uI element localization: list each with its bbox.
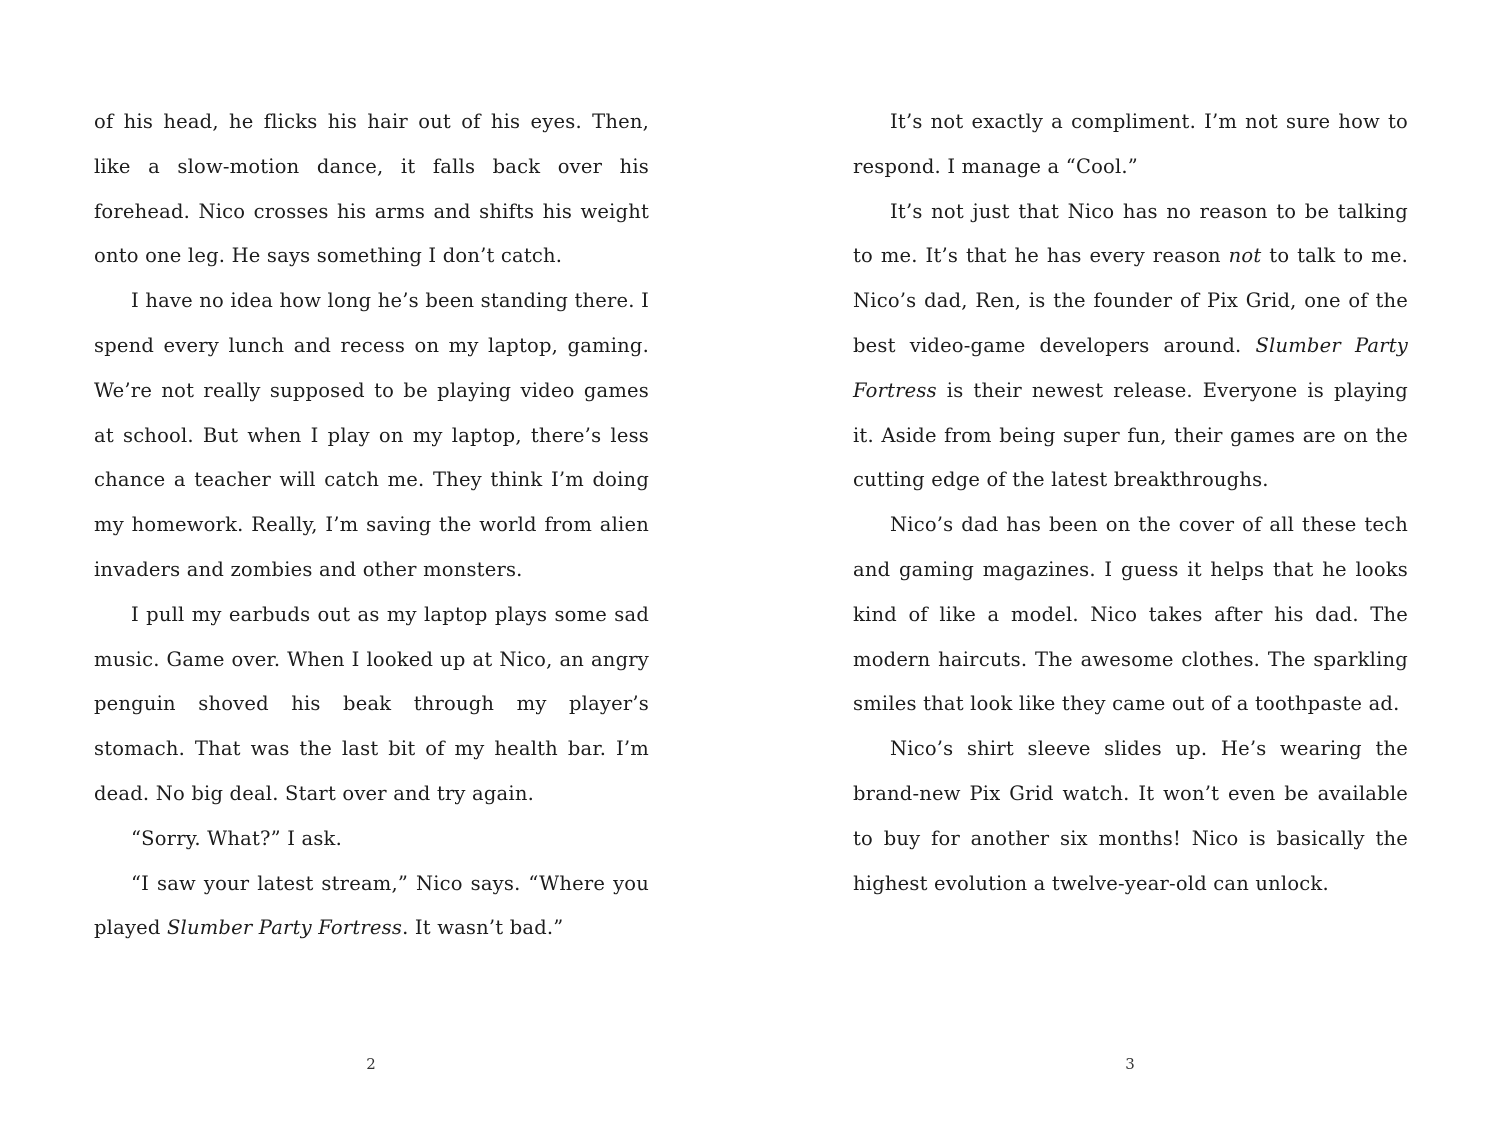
page-number: 3 (1125, 1055, 1135, 1073)
text-run: “I saw your latest stream,” Nico says. “Where you played (94, 871, 649, 940)
italic-emphasis: not (1228, 244, 1262, 268)
italic-title: Slumber Party Fortress (166, 916, 403, 940)
paragraph: “Sorry. What?” I ask. (131, 826, 342, 850)
text-run: . It wasn’t bad.” (402, 916, 564, 940)
paragraph (94, 862, 649, 952)
right-page (853, 100, 1408, 906)
paragraph: I pull my earbuds out as my laptop plays some sad music. Game over. When I looked up at Nico, an angry penguin shoved his beak through my player’s stomach. That was the last bit of my health bar. I’m dead. No big deal. Start over and try again. (94, 602, 649, 805)
paragraph-continuation: of his head, he flicks his hair out of his eyes. Then, like a slow-motion dance, it falls back over his forehead. Nico crosses his arms and shifts his weight onto one leg. He says something I don’t catch. (94, 110, 649, 268)
text-run: to talk to me. Nico’s dad, Ren, is the founder of Pix Grid, one of the best video-game developers around. (853, 244, 1408, 357)
paragraph: I have no idea how long he’s been standing there. I spend every lunch and recess on my laptop, gaming. We’re not really supposed to be playing video games at school. But when I play on my laptop, there’s less chance a teacher will catch me. They think I’m doing my homework. Really, I’m saving the world from alien invaders and zombies and other monsters. (94, 289, 649, 581)
text-run: is their newest release. Everyone is playing it. Aside from being super fun, their games are on the cutting edge of the latest breakthroughs. (853, 378, 1408, 492)
text-run: It’s not just that Nico has no reason to be talking to me. It’s that he has every reason (853, 199, 1408, 268)
paragraph: Nico’s shirt sleeve slides up. He’s wearing the brand-new Pix Grid watch. It won’t even be available to buy for another six months! Nico is basically the highest evolution a twelve-year-old can unlock. (853, 737, 1408, 895)
paragraph: Nico’s dad has been on the cover of all these tech and gaming magazines. I guess it helps that he looks kind of like a model. Nico takes after his dad. The modern haircuts. The awesome clothes. The sparkling smiles that look like they came out of a toothpaste ad. (853, 513, 1408, 716)
italic-title: Slumber Party Fortress (853, 333, 1408, 402)
paragraph (853, 190, 1408, 504)
paragraph: It’s not exactly a compliment. I’m not sure how to respond. I manage a “Cool.” (853, 110, 1408, 178)
page-number: 2 (366, 1055, 376, 1073)
left-page (94, 100, 649, 951)
